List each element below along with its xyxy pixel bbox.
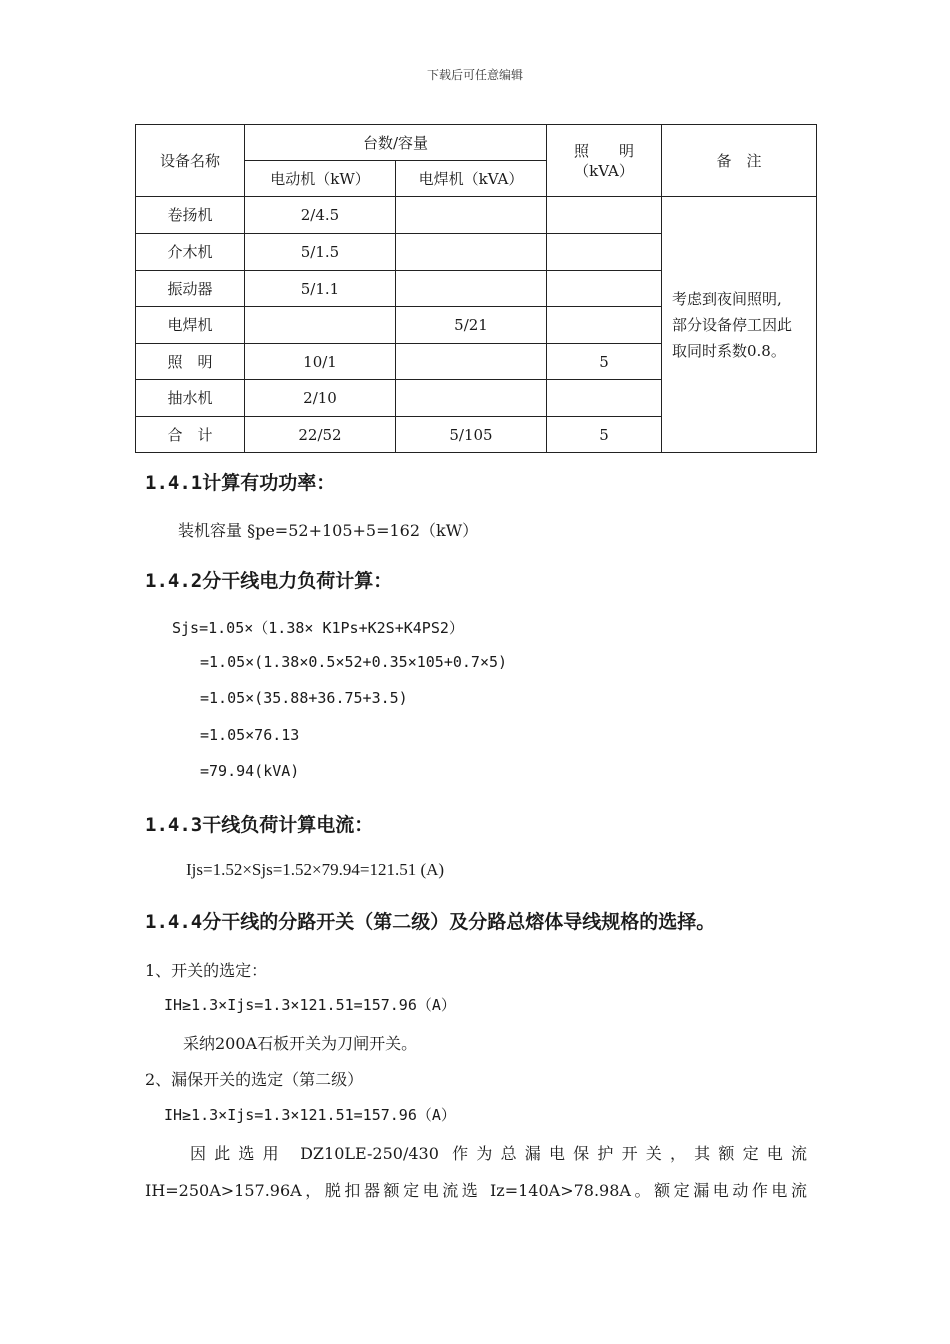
header-lighting (547, 125, 662, 197)
row-light: 5 (547, 417, 662, 453)
section-title: 计算有功功率： (202, 472, 336, 494)
row-light (547, 271, 662, 307)
row-motor (245, 307, 396, 344)
note-cell (662, 197, 817, 453)
header-welder: 电焊机（kVA） (396, 161, 547, 197)
row-name: 振动器 (136, 271, 245, 307)
section-number: 1.4.1 (145, 472, 203, 494)
row-light (547, 380, 662, 417)
section-heading-1-4-3 (145, 810, 373, 837)
formula-line: =79.94(kVA) (200, 762, 300, 780)
item-2-formula: IH≥1.3×Ijs=1.3×121.51=157.96（A） (164, 1106, 456, 1124)
note-line: 取同时系数0.8。 (672, 341, 786, 360)
row-name: 抽水机 (136, 380, 245, 417)
item-2-title: 2、漏保开关的选定（第二级） (145, 1070, 364, 1089)
formula-line: =1.05×76.13 (200, 726, 300, 744)
row-motor: 10/1 (245, 344, 396, 380)
row-name: 卷扬机 (136, 197, 245, 234)
current-formula: Ijs=1.52×Sjs=1.52×79.94=121.51 (A) (186, 860, 445, 879)
row-welder (396, 380, 547, 417)
section-title: 分干线的分路开关（第二级）及分路总熔体导线规格的选择。 (202, 911, 716, 933)
section-title: 干线负荷计算电流： (202, 814, 374, 836)
table-row (136, 197, 817, 234)
header-note: 备 注 (662, 125, 817, 197)
row-name: 照 明 (136, 344, 245, 380)
header-lighting-unit: （kVA） (574, 161, 634, 180)
note-line: 考虑到夜间照明, (672, 289, 782, 308)
row-light: 5 (547, 344, 662, 380)
row-motor: 2/4.5 (245, 197, 396, 234)
row-motor: 22/52 (245, 417, 396, 453)
row-name: 电焊机 (136, 307, 245, 344)
header-lighting-label: 照 明 (573, 141, 634, 160)
formula-line: =1.05×(35.88+36.75+3.5) (200, 689, 408, 707)
equipment-table (135, 124, 817, 453)
row-light (547, 197, 662, 234)
section-number: 1.4.3 (145, 814, 203, 836)
row-welder (396, 197, 547, 234)
row-motor: 5/1.5 (245, 234, 396, 271)
paragraph-line: 因此选用 DZ10LE-250/430 作为总漏电保护开关，其额定电流 (190, 1144, 807, 1163)
section-heading-1-4-2 (145, 566, 392, 593)
row-welder (396, 271, 547, 307)
paragraph-line: IH=250A>157.96A，脱扣器额定电流选 Iz=140A>78.98A。额定漏电动作电流 (145, 1181, 807, 1200)
item-1-formula: IH≥1.3×Ijs=1.3×121.51=157.96（A） (164, 996, 456, 1014)
item-1-title: 1、开关的选定： (145, 961, 268, 980)
row-light (547, 234, 662, 271)
note-line: 部分设备停工因此 (672, 315, 793, 334)
header-motor: 电动机（kW） (245, 161, 396, 197)
row-motor: 5/1.1 (245, 271, 396, 307)
header-equipment-name: 设备名称 (136, 125, 245, 197)
row-light (547, 307, 662, 344)
row-motor: 2/10 (245, 380, 396, 417)
formula-line: Sjs=1.05×（1.38× K1Ps+K2S+K4PS2） (172, 619, 464, 637)
header-capacity: 台数/容量 (245, 125, 547, 161)
formula-line: =1.05×(1.38×0.5×52+0.35×105+0.7×5) (200, 653, 508, 671)
installed-capacity-text: 装机容量 §pe=52+105+5=162（kW） (178, 521, 479, 540)
row-welder (396, 234, 547, 271)
row-name: 合 计 (136, 417, 245, 453)
section-title: 分干线电力负荷计算： (202, 570, 393, 592)
section-heading-1-4-1 (145, 468, 335, 495)
row-welder (396, 344, 547, 380)
item-1-text: 采纳200A石板开关为刀闸开关。 (183, 1034, 418, 1053)
page-header: 下载后可任意编辑 (426, 68, 523, 82)
row-name: 介木机 (136, 234, 245, 271)
row-welder: 5/105 (396, 417, 547, 453)
section-number: 1.4.2 (145, 570, 203, 592)
section-heading-1-4-4 (145, 907, 715, 934)
section-number: 1.4.4 (145, 911, 203, 933)
row-welder: 5/21 (396, 307, 547, 344)
